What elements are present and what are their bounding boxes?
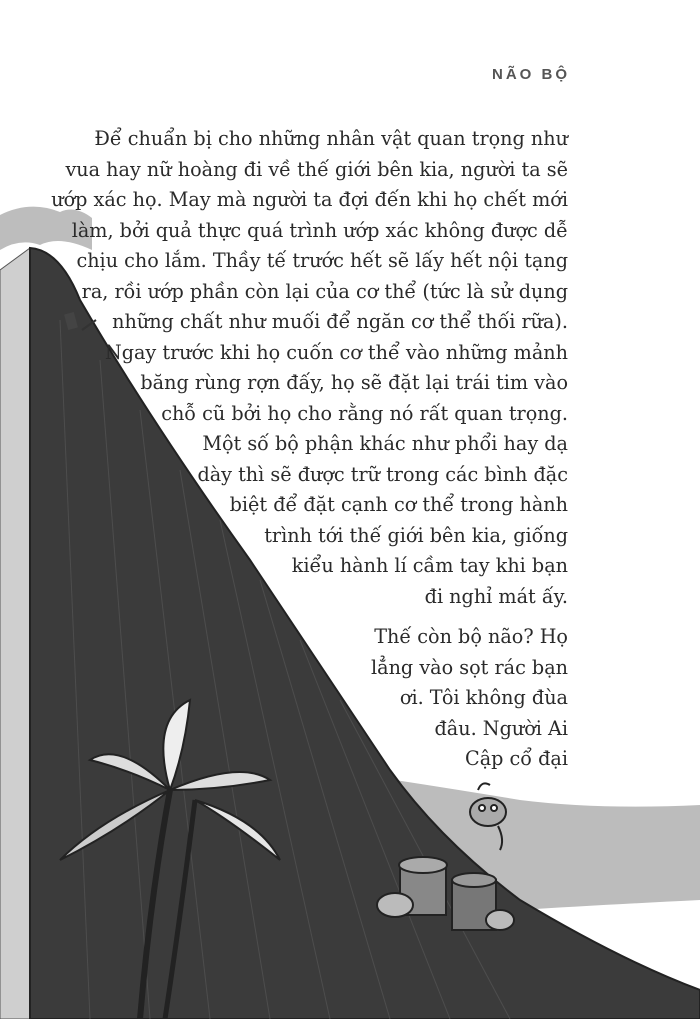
text-line: lẳng vào sọt rác bạn	[371, 655, 568, 679]
paragraph-2	[28, 622, 568, 775]
text-line: Ngay trước khi họ cuốn cơ thể vào những mảnh	[104, 340, 568, 364]
paragraph-1	[28, 124, 568, 612]
text-line: làm, bởi quả thực quá trình ướp xác không được dễ	[71, 218, 568, 242]
text-line: ơi. Tôi không đùa	[399, 686, 568, 709]
pyramid-left-face	[0, 248, 30, 1019]
text-line: Cập cổ đại	[465, 747, 568, 770]
body-text	[28, 124, 568, 775]
text-line: vua hay nữ hoàng đi về thế giới bên kia, người ta sẽ	[65, 157, 568, 181]
text-line: đi nghỉ mát ấy.	[424, 584, 568, 608]
text-line: Để chuẩn bị cho những nhân vật quan trọng như	[94, 127, 568, 150]
text-line: ướp xác họ. May mà người ta đợi đến khi họ chết mới	[51, 188, 568, 211]
text-line: biệt để đặt cạnh cơ thể trong hành	[229, 493, 568, 516]
text-line: ra, rồi ướp phần còn lại của cơ thể (tức là sử dụng	[81, 279, 568, 303]
text-line: Thế còn bộ não? Họ	[374, 625, 568, 648]
text-line: chịu cho lắm. Thầy tế trước hết sẽ lấy hết nội tạng	[76, 249, 568, 272]
text-line: trình tới thế giới bên kia, giống	[264, 523, 568, 547]
chapter-header: NÃO BỘ	[492, 66, 570, 83]
text-line: chỗ cũ bởi họ cho rằng nó rất quan trọng.	[161, 401, 568, 425]
text-line: Một số bộ phận khác như phổi hay dạ	[202, 432, 568, 455]
text-line: kiểu hành lí cầm tay khi bạn	[291, 554, 568, 577]
text-line: những chất như muối để ngăn cơ thể thối rữa).	[112, 310, 568, 333]
text-line: đâu. Người Ai	[434, 716, 568, 740]
text-line: băng rùng rợn đấy, họ sẽ đặt lại trái tim vào	[140, 371, 568, 394]
text-line: dày thì sẽ được trữ trong các bình đặc	[197, 462, 568, 486]
